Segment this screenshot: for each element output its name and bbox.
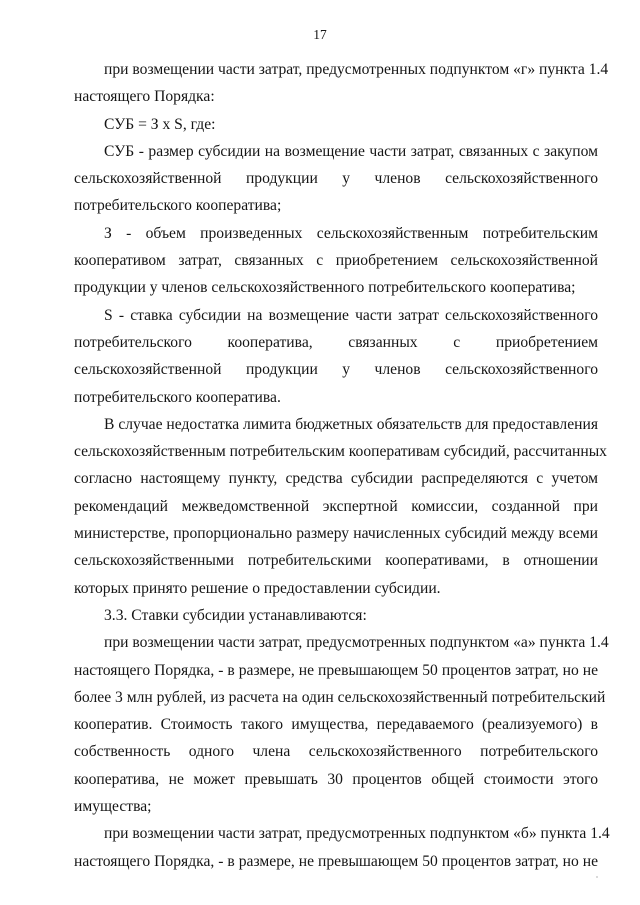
text-line: настоящего Порядка, - в размере, не превышающем 50 процентов затрат, но не [74, 661, 598, 679]
paragraph [74, 820, 610, 875]
formula-line: СУБ = З x S, где: [104, 115, 216, 133]
text-line: более 3 млн рублей, из расчета на один сельскохозяйственный потребительский [74, 688, 606, 706]
text-line: имущества; [74, 798, 152, 816]
text-line: министерстве, пропорционально размеру начисленных субсидий между всеми [74, 525, 598, 543]
text-line: при возмещении части затрат, предусмотренных подпунктом «б» пункта 1.4 [104, 825, 610, 843]
formula-paragraph [74, 111, 598, 138]
paragraph [74, 220, 598, 302]
paragraph [74, 629, 609, 820]
paragraph [74, 56, 609, 111]
text-line: сельскохозяйственной продукции у членов сельскохозяйственного [74, 361, 598, 379]
section-line: 3.3. Ставки субсидии устанавливаются: [104, 606, 367, 624]
text-line: настоящего Порядка, - в размере, не превышающем 50 процентов затрат, но не [74, 852, 598, 870]
text-line: В случае недостатка лимита бюджетных обязательств для предоставления [104, 415, 598, 433]
section-paragraph [74, 602, 598, 629]
text-line: потребительского кооператива; [74, 197, 282, 215]
scan-speck [596, 876, 598, 878]
text-line: собственность одного члена сельскохозяйственного потребительского [74, 743, 598, 761]
text-line: потребительского кооператива, связанных с приобретением [74, 333, 598, 351]
text-line: кооператив. Стоимость такого имущества, передаваемого (реализуемого) в [74, 716, 598, 734]
paragraph [74, 411, 607, 602]
text-line: которых принято решение о предоставлении субсидии. [74, 579, 441, 597]
text-line: при возмещении части затрат, предусмотренных подпунктом «г» пункта 1.4 [104, 61, 609, 78]
page-number: 17 [313, 27, 327, 42]
text-line: при возмещении части затрат, предусмотренных подпунктом «а» пункта 1.4 [104, 634, 609, 652]
paragraph [74, 302, 598, 411]
text-line: продукции у членов сельскохозяйственного потребительского кооператива; [74, 279, 576, 297]
text-line: рекомендаций межведомственной экспертной комиссии, созданной при [74, 497, 598, 515]
text-line: сельскохозяйственным потребительским кооперативам субсидий, рассчитанных [74, 443, 607, 461]
text-line: СУБ - размер субсидии на возмещение части затрат, связанных с закупом [104, 142, 598, 160]
paragraph [74, 138, 598, 220]
text-line: S - ставка субсидии на возмещение части затрат сельскохозяйственного [104, 306, 598, 324]
text-line: потребительского кооператива. [74, 388, 281, 406]
text-line: З - объем произведенных сельскохозяйственным потребительским [104, 224, 598, 242]
text-line: сельскохозяйственной продукции у членов сельскохозяйственного [74, 170, 598, 188]
text-line: кооперативом затрат, связанных с приобретением сельскохозяйственной [74, 252, 598, 270]
page-body [74, 56, 610, 875]
text-line: согласно настоящему пункту, средства субсидии распределяются с учетом [74, 470, 598, 488]
text-line: кооператива, не может превышать 30 процентов общей стоимости этого [74, 770, 598, 788]
text-line: сельскохозяйственными потребительскими кооперативами, в отношении [74, 552, 598, 570]
text-line: настоящего Порядка: [74, 88, 215, 106]
